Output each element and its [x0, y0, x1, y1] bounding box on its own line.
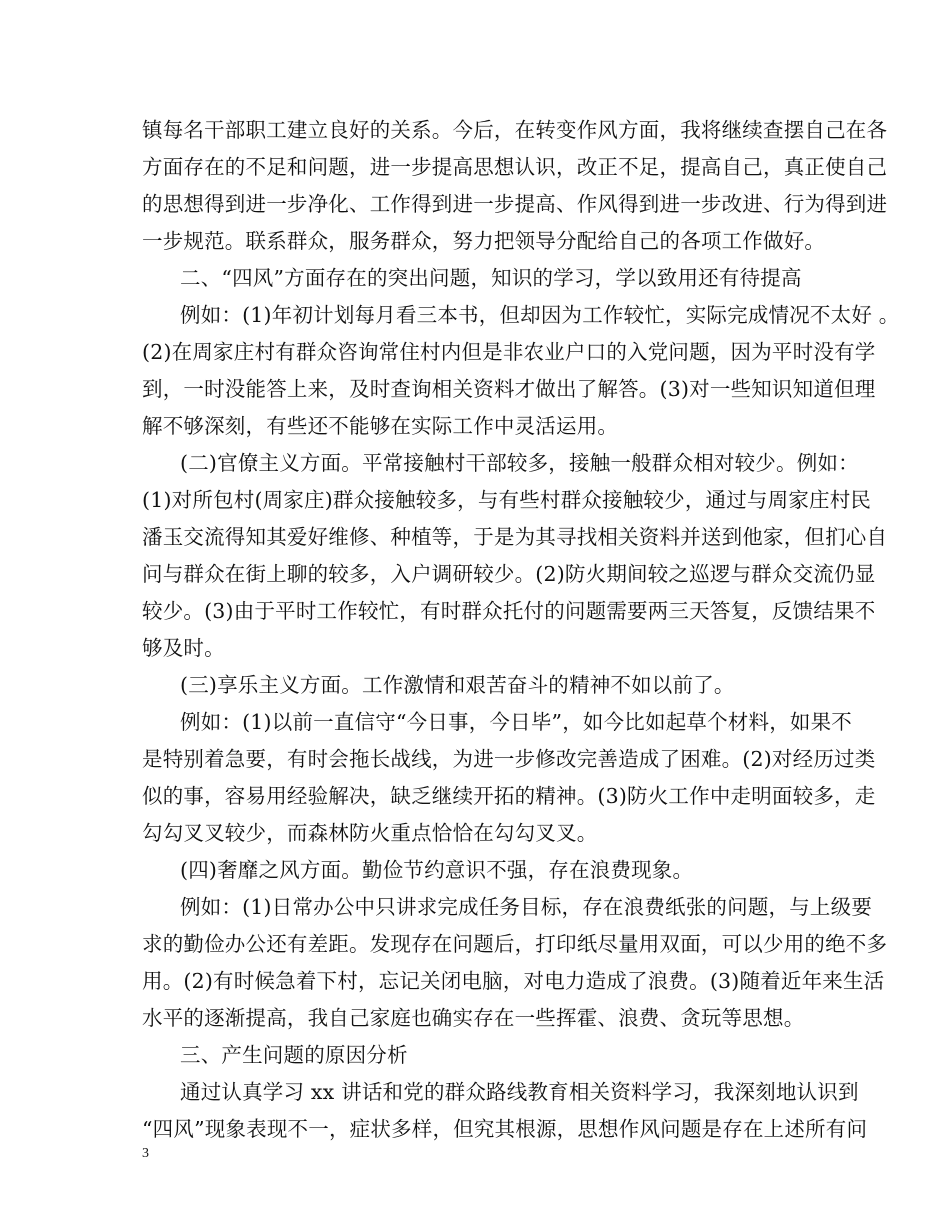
body-line: 较少。(3)由于平时工作较忙，有时群众托付的问题需要两三天答复，反馈结果不 — [142, 599, 876, 623]
section-heading: 三、产生问题的原因分析 — [180, 1043, 408, 1067]
body-line: “四风”现象表现不一，症状多样，但究其根源，思想作风问题是存在上述所有问 — [142, 1117, 868, 1141]
body-line: 勾勾叉叉较少，而森林防火重点恰恰在勾勾叉叉。 — [142, 821, 598, 845]
body-line: 问与群众在街上聊的较多，入户调研较少。(2)防火期间较之巡逻与群众交流仍显 — [142, 562, 876, 586]
body-line: 求的勤俭办公还有差距。发现存在问题后，打印纸尽量用双面，可以少用的绝不多 — [142, 932, 888, 956]
body-line: 的思想得到进一步净化、工作得到进一步提高、作风得到进一步改进、行为得到进 — [142, 192, 888, 216]
subsection-heading: (二)官僚主义方面。平常接触村干部较多，接触一般群众相对较少。例如： — [180, 451, 859, 475]
body-line: 一步规范。联系群众，服务群众，努力把领导分配给自己的各项工作做好。 — [142, 229, 826, 253]
body-line: 通过认真学习 xx 讲话和党的群众路线教育相关资料学习，我深刻地认识到 — [180, 1080, 859, 1104]
body-line: 用。(2)有时候急着下村，忘记关闭电脑，对电力造成了浪费。(3)随着近年来生活 — [142, 969, 885, 993]
body-line: 解不够深刻，有些还不能够在实际工作中灵活运用。 — [142, 414, 619, 438]
body-line: 够及时。 — [142, 636, 225, 660]
body-line: 方面存在的不足和问题，进一步提高思想认识，改正不足，提高自己，真正使自己 — [142, 155, 888, 179]
body-line: 潘玉交流得知其爱好维修、种植等，于是为其寻找相关资料并送到他家，但扪心自 — [142, 525, 888, 549]
body-line: 是特别着急要，有时会拖长战线，为进一步修改完善造成了困难。(2)对经历过类 — [142, 747, 876, 771]
body-line: 例如：(1)日常办公中只讲求完成任务目标，存在浪费纸张的问题，与上级要 — [180, 895, 873, 919]
body-line: (1)对所包村(周家庄)群众接触较多，与有些村群众接触较少，通过与周家庄村民 — [142, 488, 872, 512]
body-line: 例如：(1)以前一直信守“今日事，今日毕”，如今比如起草个材料，如果不 — [180, 710, 852, 734]
page-number: 3 — [142, 1146, 149, 1161]
body-line: (2)在周家庄村有群众咨询常住村内但是非农业户口的入党问题，因为平时没有学 — [142, 340, 876, 364]
section-heading: 二、“四风”方面存在的突出问题，知识的学习，学以致用还有待提高 — [180, 266, 802, 290]
body-line: 镇每名干部职工建立良好的关系。今后，在转变作风方面，我将继续查摆自己在各 — [142, 118, 888, 142]
subsection-heading: (四)奢靡之风方面。勤俭节约意识不强，存在浪费现象。 — [180, 858, 694, 882]
body-line: 水平的逐渐提高，我自己家庭也确实存在一些挥霍、浪费、贪玩等思想。 — [142, 1006, 805, 1030]
subsection-heading: (三)享乐主义方面。工作激情和艰苦奋斗的精神不如以前了。 — [180, 673, 735, 697]
body-line: 似的事，容易用经验解决，缺乏继续开拓的精神。(3)防火工作中走明面较多，走 — [142, 784, 876, 808]
body-line: 例如：(1)年初计划每月看三本书，但却因为工作较忙，实际完成情况不太好 。 — [180, 303, 900, 327]
body-line: 到，一时没能答上来，及时查询相关资料才做出了解答。(3)对一些知识知道但理 — [142, 377, 876, 401]
